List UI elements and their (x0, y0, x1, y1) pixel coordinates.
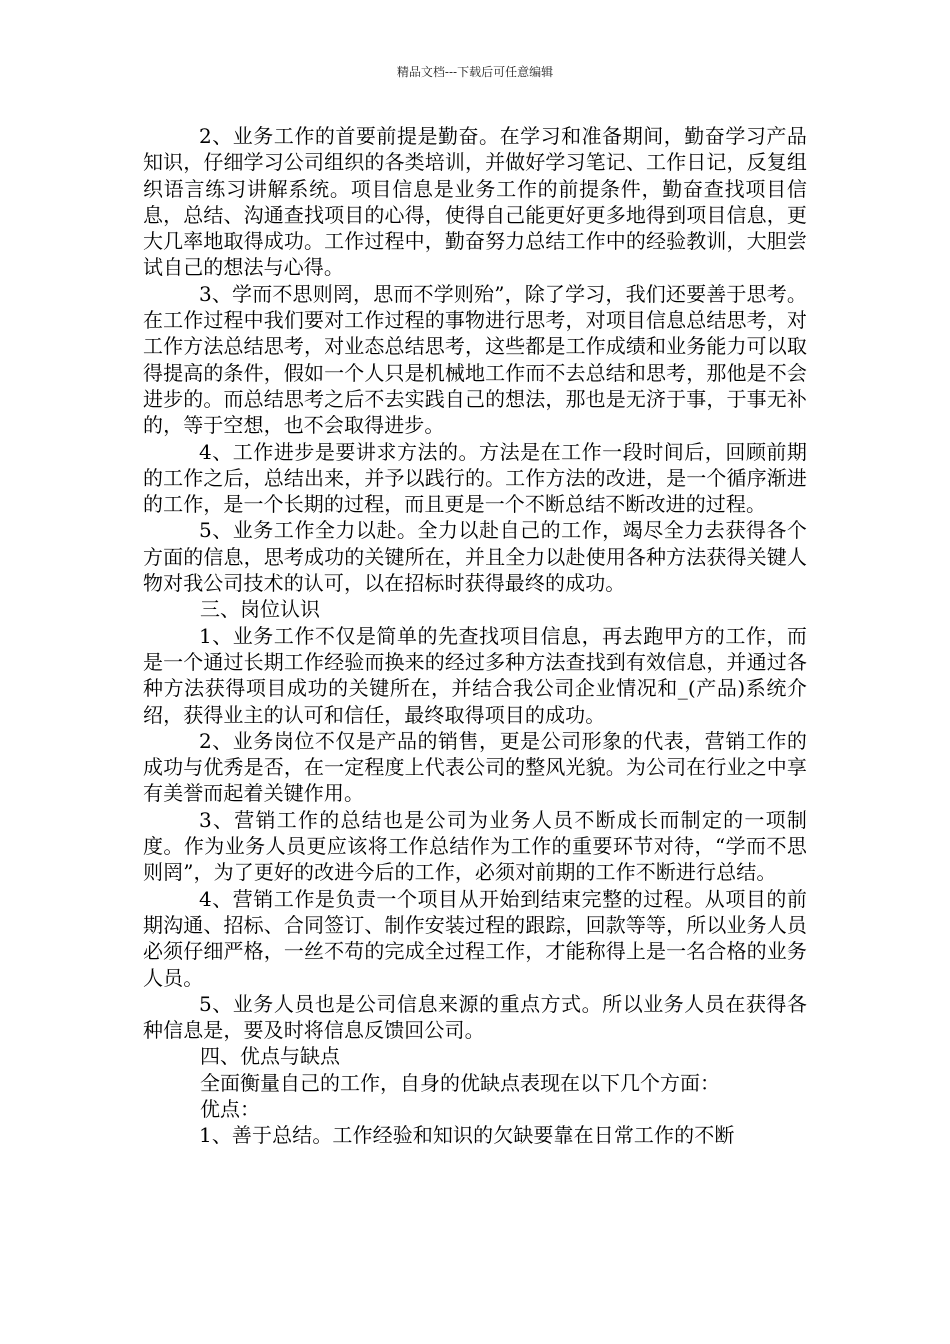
section-heading-position: 三、岗位认识 (200, 597, 320, 622)
paragraph-position-4: 4、营销工作是负责一个项目从开始到结束完整的过程。从项目的前期沟通、招标、合同签订、制作安装过程的跟踪，回款等等，所以业务人员必须仔细严格，一丝不苟的完成全过程工作，才能称得上是一名合格的业务人员。 (143, 886, 807, 990)
page-header: 精品文档---下载后可任意编辑 (396, 65, 554, 79)
paragraph-overview: 全面衡量自己的工作，自身的优缺点表现在以下几个方面： (200, 1070, 720, 1095)
paragraph-method: 4、工作进步是要讲求方法的。方法是在工作一段时间后，回顾前期的工作之后，总结出来，并予以践行的。工作方法的改进，是一个循序渐进的工作，是一个长期的过程，而且更是一个不断总结不断改进的过程。 (143, 439, 807, 517)
document-body (143, 123, 807, 1149)
paragraph-thinking: 3、学而不思则罔，思而不学则殆”，除了学习，我们还要善于思考。在工作过程中我们要对工作过程的事物进行思考，对项目信息总结思考，对工作方法总结思考，对业态总结思考，这些都是工作成绩和业务能力可以取得提高的条件，假如一个人只是机械地工作而不去总结和思考，那他是不会进步的。而总结思考之后不去实践自己的想法，那也是无济于事，于事无补的，等于空想，也不会取得进步。 (143, 281, 807, 438)
paragraph-position-1: 1、业务工作不仅是简单的先查找项目信息，再去跑甲方的工作，而是一个通过长期工作经验而换来的经过多种方法查找到有效信息，并通过各种方法获得项目成功的关键所在，并结合我公司企业情况和_(产品)系统介绍，获得业主的认可和信任，最终取得项目的成功。 (143, 623, 807, 727)
section-heading-pros-cons: 四、优点与缺点 (200, 1044, 340, 1069)
paragraph-advantage-1: 1、善于总结。工作经验和知识的欠缺要靠在日常工作的不断 (199, 1123, 735, 1148)
paragraph-all-out: 5、业务工作全力以赴。全力以赴自己的工作，竭尽全力去获得各个方面的信息，思考成功的关键所在，并且全力以赴使用各种方法获得关键人物对我公司技术的认可，以在招标时获得最终的成功。 (143, 518, 807, 596)
paragraph-position-2: 2、业务岗位不仅是产品的销售，更是公司形象的代表，营销工作的成功与优秀是否，在一定程度上代表公司的整风光貌。为公司在行业之中享有美誉而起着关键作用。 (143, 728, 807, 806)
paragraph-position-5: 5、业务人员也是公司信息来源的重点方式。所以业务人员在获得各种信息是，要及时将信息反馈回公司。 (143, 991, 807, 1043)
paragraph-diligence: 2、业务工作的首要前提是勤奋。在学习和准备期间，勤奋学习产品知识，仔细学习公司组织的各类培训，并做好学习笔记、工作日记，反复组织语言练习讲解系统。项目信息是业务工作的前提条件，勤奋查找项目信息，总结、沟通查找项目的心得，使得自己能更好更多地得到项目信息，更大几率地取得成功。工作过程中，勤奋努力总结工作中的经验教训，大胆尝试自己的想法与心得。 (143, 124, 807, 280)
subheading-advantages: 优点： (200, 1096, 260, 1121)
paragraph-position-3: 3、营销工作的总结也是公司为业务人员不断成长而制定的一项制度。作为业务人员更应该将工作总结作为工作的重要环节对待，“学而不思则罔”，为了更好的改进今后的工作，必须对前期的工作不断进行总结。 (143, 807, 807, 885)
